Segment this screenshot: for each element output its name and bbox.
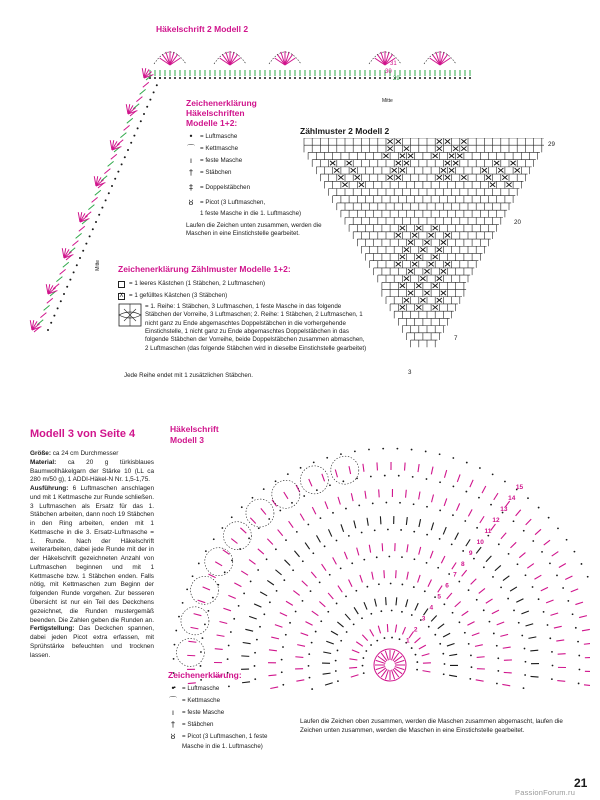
round-number: 2: [413, 626, 418, 634]
legend3-item: ⌒ = Kettmasche: [169, 695, 221, 705]
round-number: 15: [515, 483, 524, 491]
legend12-title-2: Häkelschriften: [186, 108, 245, 119]
round-number: 10: [476, 538, 484, 546]
legend12-note: Laufen die Zeichen unten zusammen, werden die Maschen in eine Einstichstelle gearbeitet.: [186, 221, 322, 238]
haekelschrift3-diagram: [160, 420, 590, 700]
row-label-3: 3: [408, 369, 412, 376]
picot-icon: ȣ: [188, 198, 194, 208]
legend-count-filled: X = 1 gefülltes Kästchen (3 Stäbchen): [119, 291, 228, 299]
round-number: 13: [500, 505, 508, 513]
legend-count-title: Zeichenerklärung Zählmuster Modelle 1+2:: [118, 264, 291, 274]
mitte-label-left: Mitte: [95, 259, 102, 271]
model3-body: [30, 450, 154, 660]
legend-count: [118, 278, 368, 353]
model3-fertig: Fertigstellung: Das Deckchen spannen, dabei jeden Picot extra erfassen, mit Sprühstärke befeuchten und trocknen lassen.: [30, 625, 154, 659]
round-number: 3: [421, 615, 426, 623]
model3-ausfuehrung: Ausführung: 6 Luftmaschen anschlagen und mit 1 Kettmasche zur Runde schließen. 3 Luftmaschen als Ersatz für das 1. Stäbchen arbeiten, dann noch 19 Stäbchen in den Ring arbeiten, enden mit 1 Kettmasche in die 3. Ersatz-Luftmasche = 1. Runde. Nach der Häkelschrift weiterarbeiten, dabei jede Runde mit der in der Häkelschrift gezeichneten Anzahl von Luftmaschen beginnen und mit 1 Kettmasche bzw. 1 Stäbchen enden. Falls nötig, mit Kettmaschen zum Beginn der folgenden Runde vorgehen. Zur besseren Übersicht ist nur ein Teil des Deckchens gezeichnet, die Runden mustergemäß beenden. Die Zahlen geben die Runden an.: [30, 485, 155, 624]
legend12-item: ı = feste Masche: [186, 156, 336, 168]
row-label-7: 7: [454, 335, 458, 342]
row-label-29: 29: [548, 141, 555, 148]
legend-count-star-text: = 1. Reihe: 1 Stäbchen, 3 Luftmaschen, 1 feste Masche in das folgende Stäbchen der Vorreihe, 3 Luftmaschen; 2. Reihe: 1 Stäbchen, 2 Luftmaschen, 1 nicht ganz zu Ende abgemaschtes Doppelstäbchen in die vorhergehende Einstichstelle, 1 nicht ganz zu Ende abgemaschtes Doppelstäbchen in das folgende Stäbchen der Vorreihe, beide Doppelstäbchen zusammen abmaschen, 2 Luftmaschen (das folgende Stäbchen wird in dieselbe Einstichstelle gearbeitet): [145, 303, 367, 352]
watermark: PassionForum.ru: [515, 788, 576, 797]
empty-box-icon: [118, 281, 125, 288]
legend12-item: ȣ = Picot (3 Luftmaschen,: [186, 198, 336, 210]
legend3-note: Laufen die Zeichen oben zusammen, werden die Maschen zusammen abgemascht, laufen die Zeichen unten zusammen, werden die Maschen in eine Einstichstelle gearbeitet.: [300, 718, 563, 734]
cross-icon: †: [171, 719, 175, 729]
model3-material: Material: ca 20 g türkisblaues Baumwollhäkelgarn der Stärke 10 (LL ca 280 m/50 g), 1 ADDI-Häkel-N Nr. 1,5-1,75.: [30, 458, 155, 484]
row-end-note: Jede Reihe endet mit 1 zusätzlichen Stäbchen.: [124, 372, 253, 379]
legend3-item: ȣ = Picot (3 Luftmaschen, 1 feste: [168, 731, 298, 743]
round-number: 8: [460, 560, 465, 568]
round-number: 11: [484, 527, 492, 535]
round-number: 6: [445, 582, 449, 590]
legend12-item: ‡ = Doppelstäbchen: [186, 180, 336, 198]
legend3-item: ı = feste Masche: [168, 707, 298, 719]
bar-icon: ı: [171, 707, 175, 717]
legend3-title: Zeichenerklärung:: [168, 670, 242, 680]
legend3-item-cont: Masche in die 1. Luftmasche): [182, 743, 263, 751]
round-number: 5: [437, 593, 442, 601]
legend3-item: • = Luftmasche: [168, 683, 298, 695]
legend-count-empty: = 1 leeres Kästchen (1 Stäbchen, 2 Luftmaschen): [118, 278, 368, 290]
star-box-icon: [118, 303, 142, 327]
dot-icon: •: [188, 132, 194, 142]
row-label-20: 20: [514, 219, 521, 226]
round-number: 7: [453, 571, 457, 579]
arc-icon: ⌒: [169, 695, 177, 705]
round-30: 30: [385, 69, 392, 75]
round-number: 14: [508, 494, 516, 502]
legend12-title-1: Zeichenerklärung: [186, 98, 257, 108]
mitte-label-top: Mitte: [382, 98, 393, 104]
legend12-title-3: Modelle 1+2:: [186, 118, 238, 129]
round-number: 12: [492, 516, 500, 524]
model3-title: Modell 3 von Seite 4: [30, 428, 136, 440]
legend3-item: † = Stäbchen: [168, 719, 298, 731]
cross-icon: †: [189, 168, 193, 178]
legend12-item-cont: 1 feste Masche in die 1. Luftmasche): [200, 209, 302, 217]
round-number: 4: [429, 604, 434, 612]
legend3: [168, 670, 298, 752]
filled-box-icon: X: [119, 292, 124, 299]
legend12-item: ⌒ = Kettmasche: [187, 144, 239, 154]
round-number: 1: [405, 637, 410, 645]
chart-title: Zählmuster 2 Modell 2: [300, 126, 390, 136]
hs3-title-2: Modell 3: [170, 435, 205, 445]
hs3-title-1: Häkelschrift: [170, 424, 219, 434]
picot-icon: ȣ: [170, 731, 176, 741]
round-31: 31: [390, 61, 397, 67]
round-number: 9: [468, 549, 473, 557]
legend12-item: † = Stäbchen: [186, 168, 336, 180]
round-29: 29: [393, 76, 400, 82]
bar-icon: ı: [189, 156, 193, 166]
legend12-item: • = Luftmasche: [186, 132, 336, 144]
double-cross-icon: ‡: [189, 183, 193, 193]
dot-icon: •: [170, 683, 176, 693]
page-number: 21: [574, 776, 588, 790]
model3-groesse: Größe: ca 24 cm Durchmesser: [30, 450, 119, 457]
arc-icon: ⌒: [187, 144, 195, 154]
haekelschrift2-title: Häkelschrift 2 Modell 2: [156, 24, 249, 34]
